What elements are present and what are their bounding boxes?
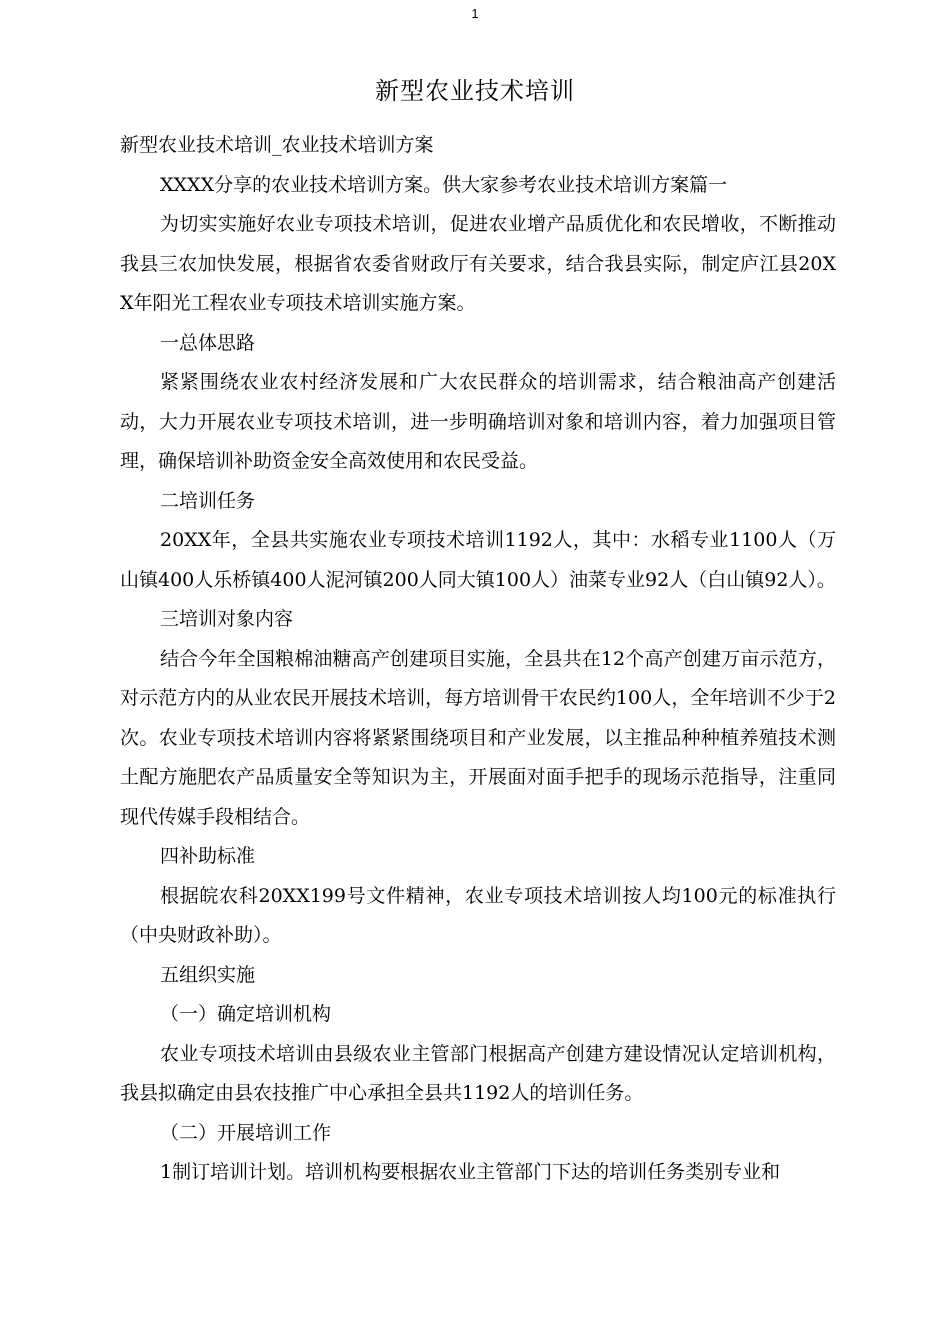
paragraph: 1制订培训计划。培训机构要根据农业主管部门下达的培训任务类别专业和 xyxy=(160,1161,781,1183)
paragraph: 结合今年全国粮棉油糖高产创建项目实施，全县共在12个高产创建万亩示范方，对示范方内的从业农民开展技术培训，每方培训骨干农民约100人，全年培训不少于2次。农业专项技术培训内容将紧紧围绕项目和产业发展，以主推品种种植养殖技术测土配方施肥农产品质量安全等知识为主，开展面对面手把手的现场示范指导，注重同现代传媒手段相结合。 xyxy=(120,647,836,828)
paragraph: 为切实实施好农业专项技术培训，促进农业增产品质优化和农民增收，不断推动我县三农加快发展，根据省农委省财政厅有关要求，结合我县实际，制定庐江县20XX年阳光工程农业专项技术培训实施方案。 xyxy=(120,213,836,314)
document-title: 新型农业技术培训 xyxy=(375,77,575,105)
section-heading: 五组织实施 xyxy=(160,963,256,986)
paragraph: 20XX年，全县共实施农业专项技术培训1192人，其中：水稻专业1100人（万山镇400人乐桥镇400人泥河镇200人同大镇100人）油菜专业92人（白山镇92人）。 xyxy=(120,529,836,591)
paragraph: 新型农业技术培训_农业技术培训方案 xyxy=(120,134,434,156)
section-heading: 三培训对象内容 xyxy=(160,608,294,630)
section-heading: 四补助标准 xyxy=(160,845,256,867)
page-number: 1 xyxy=(471,6,479,21)
subsection-heading: （一）确定培训机构 xyxy=(160,1003,332,1025)
section-heading: 一总体思路 xyxy=(160,331,256,354)
paragraph: 根据皖农科20XX199号文件精神，农业专项技术培训按人均100元的标准执行（中央财政补助）。 xyxy=(120,884,836,946)
paragraph: 紧紧围绕农业农村经济发展和广大农民群众的培训需求，结合粮油高产创建活动，大力开展农业专项技术培训，进一步明确培训对象和培训内容，着力加强项目管理，确保培训补助资金安全高效使用和农民受益。 xyxy=(120,371,836,472)
subsection-heading: （二）开展培训工作 xyxy=(160,1121,332,1144)
paragraph: 农业专项技术培训由县级农业主管部门根据高产创建方建设情况认定培训机构，我县拟确定由县农技推广中心承担全县共1192人的培训任务。 xyxy=(120,1042,836,1104)
section-heading: 二培训任务 xyxy=(160,489,256,512)
paragraph: XXXX分享的农业技术培训方案。供大家参考农业技术培训方案篇一 xyxy=(160,173,728,196)
document-body xyxy=(120,126,836,1193)
